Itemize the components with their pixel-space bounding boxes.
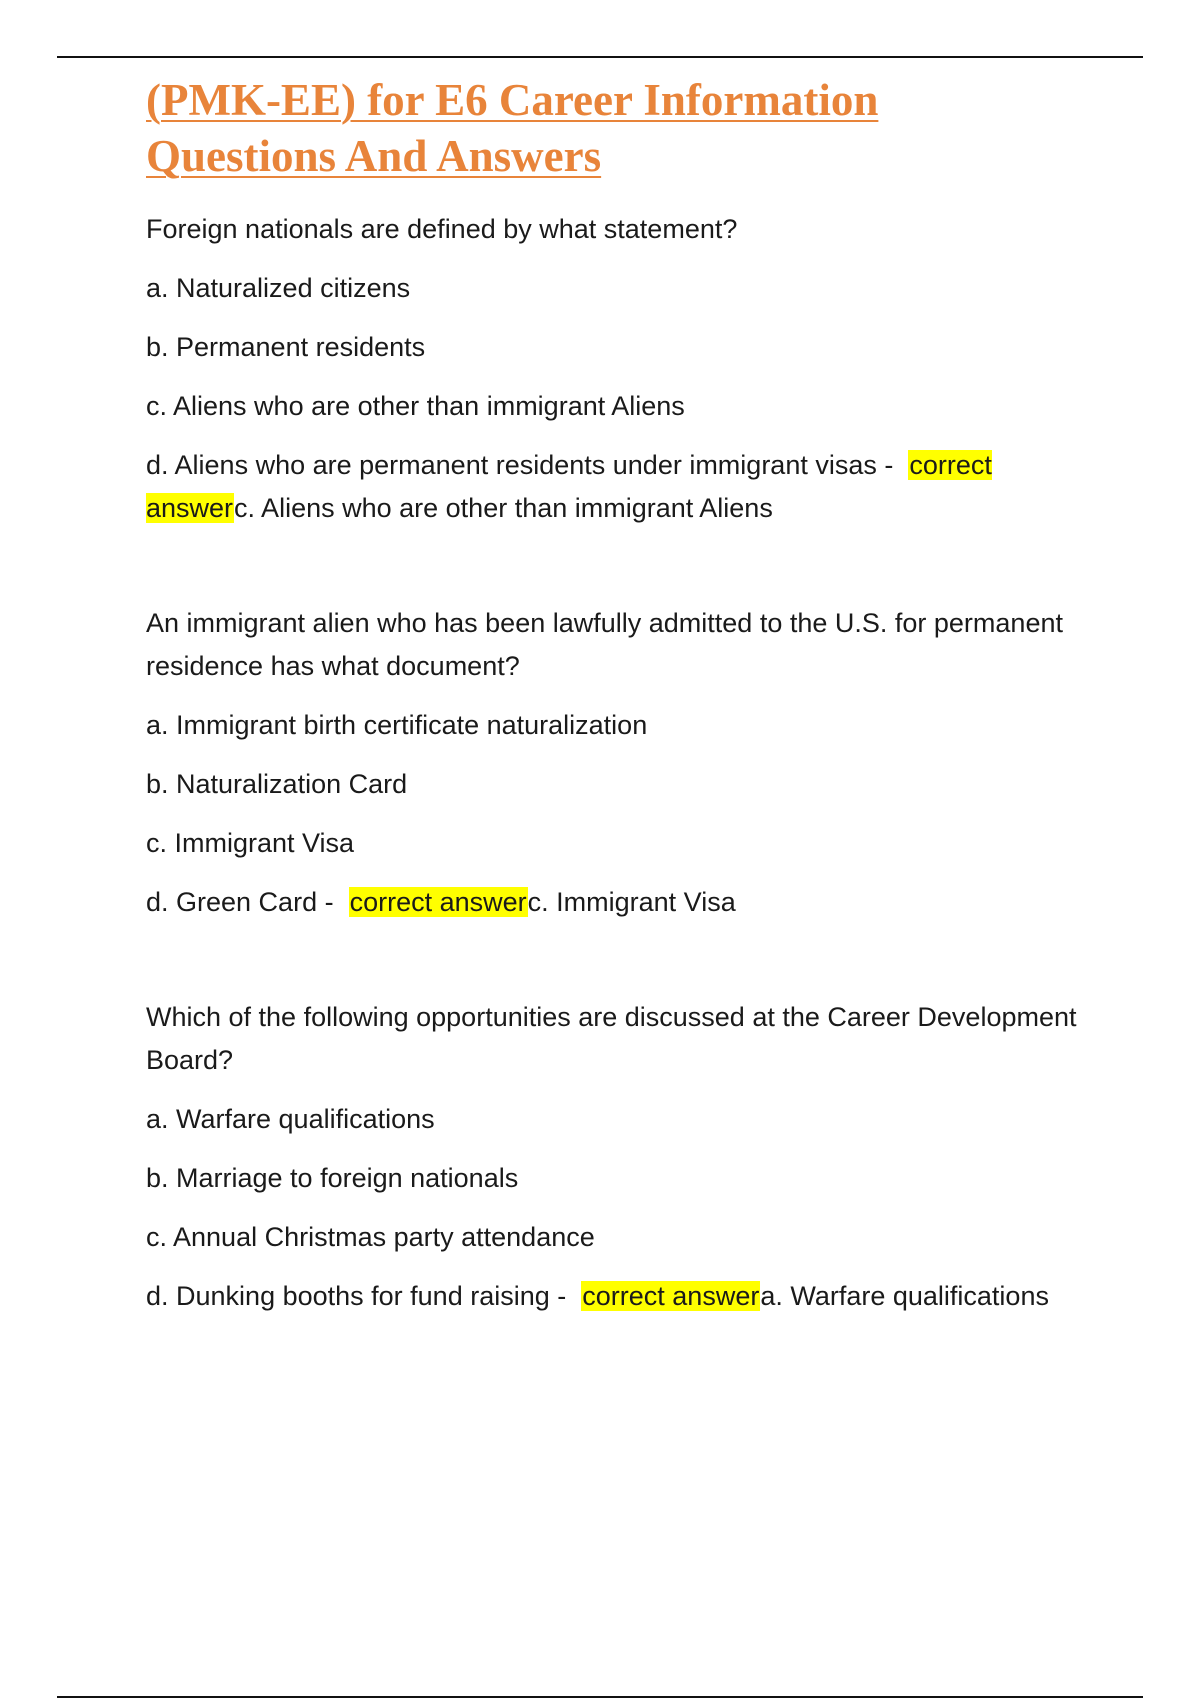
correct-answer-value: c. Immigrant Visa	[527, 887, 736, 917]
question-block-2	[146, 602, 1086, 924]
correct-answer-value: a. Warfare qualifications	[760, 1281, 1049, 1311]
option-d-with-answer	[146, 1275, 1086, 1318]
option-d: d. Dunking booths for fund raising -	[146, 1281, 567, 1311]
option-b: b. Marriage to foreign nationals	[146, 1163, 519, 1193]
option-c: c. Aliens who are other than immigrant Aliens	[146, 391, 685, 421]
option-a: a. Naturalized citizens	[146, 273, 411, 303]
correct-answer-label: correct answer	[146, 450, 992, 523]
question-block-3	[146, 996, 1086, 1318]
option-c: c. Annual Christmas party attendance	[146, 1222, 595, 1252]
option-a: a. Immigrant birth certificate naturalization	[146, 710, 648, 740]
document-page	[146, 72, 1086, 1390]
document-title	[146, 72, 1086, 184]
question-text: Foreign nationals are defined by what statement?	[146, 214, 738, 244]
option-c: c. Immigrant Visa	[146, 828, 355, 858]
option-d-with-answer	[146, 444, 1086, 530]
question-block-1	[146, 208, 1086, 530]
question-text: Which of the following opportunities are discussed at the Career Development Board?	[146, 1002, 1077, 1075]
top-rule	[57, 56, 1143, 58]
bottom-rule	[57, 1696, 1143, 1698]
option-a: a. Warfare qualifications	[146, 1104, 435, 1134]
option-b: b. Permanent residents	[146, 332, 426, 362]
correct-answer-label: correct answer	[582, 1281, 760, 1311]
correct-answer-value: c. Aliens who are other than immigrant Aliens	[234, 493, 773, 523]
document-title-line-1: (PMK-EE) for E6 Career Information	[146, 75, 879, 125]
option-d: d. Aliens who are permanent residents under immigrant visas -	[146, 450, 894, 480]
option-d: d. Green Card -	[146, 887, 334, 917]
document-title-line-2: Questions And Answers	[146, 131, 602, 181]
option-d-with-answer	[146, 881, 1086, 924]
correct-answer-label: correct answer	[349, 887, 527, 917]
option-b: b. Naturalization Card	[146, 769, 408, 799]
question-text: An immigrant alien who has been lawfully admitted to the U.S. for permanent residence has what document?	[146, 608, 1063, 681]
